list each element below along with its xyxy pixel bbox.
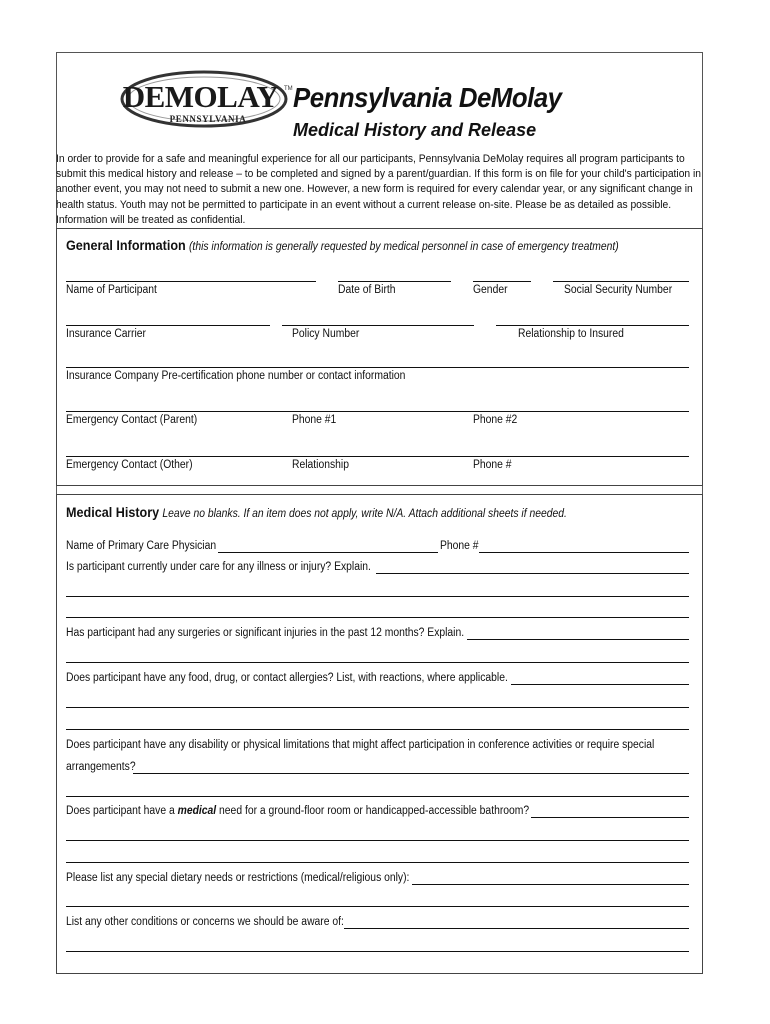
- room-answer-line-3[interactable]: [66, 862, 689, 863]
- logo-trademark: TM: [284, 86, 293, 92]
- other-answer-line-2[interactable]: [66, 951, 689, 952]
- intro-paragraph: In order to provide for a safe and meaningful experience for all our participants, Pennsylvania DeMolay requires all program participants to submit this medical history and release – to be completed and signed by a parent/guardian. If this form is on file for your child's participation in another event, you may not need to submit a new one. However, a new form is required for every calendar year, or any significant change in health status. Youth may not be permitted to participate in an event without a current release on-site. Please be as detailed as possible. Information will be treated as confidential.: [56, 153, 702, 226]
- physician-phone-label: Phone #: [440, 540, 479, 552]
- room-question-a: Does participant have a: [66, 805, 178, 817]
- ssn-label: Social Security Number: [564, 284, 673, 296]
- participant-name-field[interactable]: [66, 281, 316, 282]
- allergy-question: Does participant have any food, drug, or contact allergies? List, with reactions, where applicable.: [66, 672, 508, 684]
- precert-field[interactable]: [66, 367, 689, 368]
- room-question-c: need for a ground-floor room or handicapped-accessible bathroom?: [216, 805, 530, 817]
- insurance-carrier-field[interactable]: [66, 325, 270, 326]
- allergy-answer-line-2[interactable]: [66, 707, 689, 708]
- relationship-insured-label: Relationship to Insured: [518, 328, 624, 340]
- logo-wordmark: DEMOLAY: [122, 79, 279, 114]
- dob-field[interactable]: [338, 281, 451, 282]
- allergy-answer-field[interactable]: [511, 684, 689, 685]
- physician-field[interactable]: [218, 552, 438, 553]
- medical-history-heading: [66, 504, 567, 520]
- care-answer-field[interactable]: [376, 573, 689, 574]
- general-heading-text: General Information: [66, 237, 186, 253]
- ssn-field[interactable]: [553, 281, 689, 282]
- physician-phone-field[interactable]: [479, 552, 689, 553]
- medical-heading-text: Medical History: [66, 504, 160, 520]
- disability-question: Does participant have any disability or physical limitations that might affect participation in conference activities or require special: [66, 739, 655, 751]
- emergency-other-field[interactable]: [66, 456, 689, 457]
- phone-label: Phone #: [473, 459, 512, 471]
- logo-subtitle: PENNSYLVANIA: [169, 114, 247, 124]
- other-question: List any other conditions or concerns we should be aware of:: [66, 916, 344, 928]
- participant-name-label: Name of Participant: [66, 284, 157, 296]
- general-information-heading: [66, 237, 619, 253]
- demolay-logo: [118, 66, 293, 140]
- physician-label: Name of Primary Care Physician: [66, 540, 217, 552]
- page-title: Pennsylvania DeMolay: [293, 82, 562, 113]
- room-question-medical: medical: [177, 805, 217, 817]
- surgery-answer-field[interactable]: [467, 639, 689, 640]
- other-answer-field[interactable]: [344, 928, 689, 929]
- emergency-parent-field[interactable]: [66, 411, 689, 412]
- phone2-label: Phone #2: [473, 414, 518, 426]
- relationship-label: Relationship: [292, 459, 349, 471]
- general-information-section: [56, 228, 703, 486]
- allergy-answer-line-3[interactable]: [66, 729, 689, 730]
- emergency-parent-label: Emergency Contact (Parent): [66, 414, 198, 426]
- diet-answer-field[interactable]: [412, 884, 689, 885]
- dob-label: Date of Birth: [338, 284, 396, 296]
- policy-number-label: Policy Number: [292, 328, 360, 340]
- emergency-other-label: Emergency Contact (Other): [66, 459, 193, 471]
- surgery-question: Has participant had any surgeries or significant injuries in the past 12 months? Explain.: [66, 627, 465, 639]
- precert-label: Insurance Company Pre-certification phone number or contact information: [66, 370, 406, 382]
- care-question: Is participant currently under care for any illness or injury? Explain.: [66, 561, 371, 573]
- relationship-insured-field[interactable]: [496, 325, 689, 326]
- gender-label: Gender: [473, 284, 508, 296]
- page-subtitle: Medical History and Release: [293, 120, 537, 140]
- insurance-carrier-label: Insurance Carrier: [66, 328, 146, 340]
- room-answer-line-2[interactable]: [66, 840, 689, 841]
- gender-field[interactable]: [473, 281, 531, 282]
- room-question: [66, 805, 529, 817]
- diet-question: Please list any special dietary needs or restrictions (medical/religious only):: [66, 872, 410, 884]
- disability-question-cont: arrangements?: [66, 761, 136, 773]
- surgery-answer-line-2[interactable]: [66, 662, 689, 663]
- care-answer-line-2[interactable]: [66, 596, 689, 597]
- disability-answer-line-2[interactable]: [66, 796, 689, 797]
- phone1-label: Phone #1: [292, 414, 337, 426]
- medical-heading-note: Leave no blanks. If an item does not apply, write N/A. Attach additional sheets if needed.: [162, 508, 567, 520]
- care-answer-line-3[interactable]: [66, 617, 689, 618]
- room-answer-field[interactable]: [531, 817, 689, 818]
- diet-answer-line-2[interactable]: [66, 906, 689, 907]
- general-heading-note: (this information is generally requested by medical personnel in case of emergency treatment): [188, 241, 619, 253]
- disability-answer-field[interactable]: [133, 773, 689, 774]
- policy-number-field[interactable]: [282, 325, 474, 326]
